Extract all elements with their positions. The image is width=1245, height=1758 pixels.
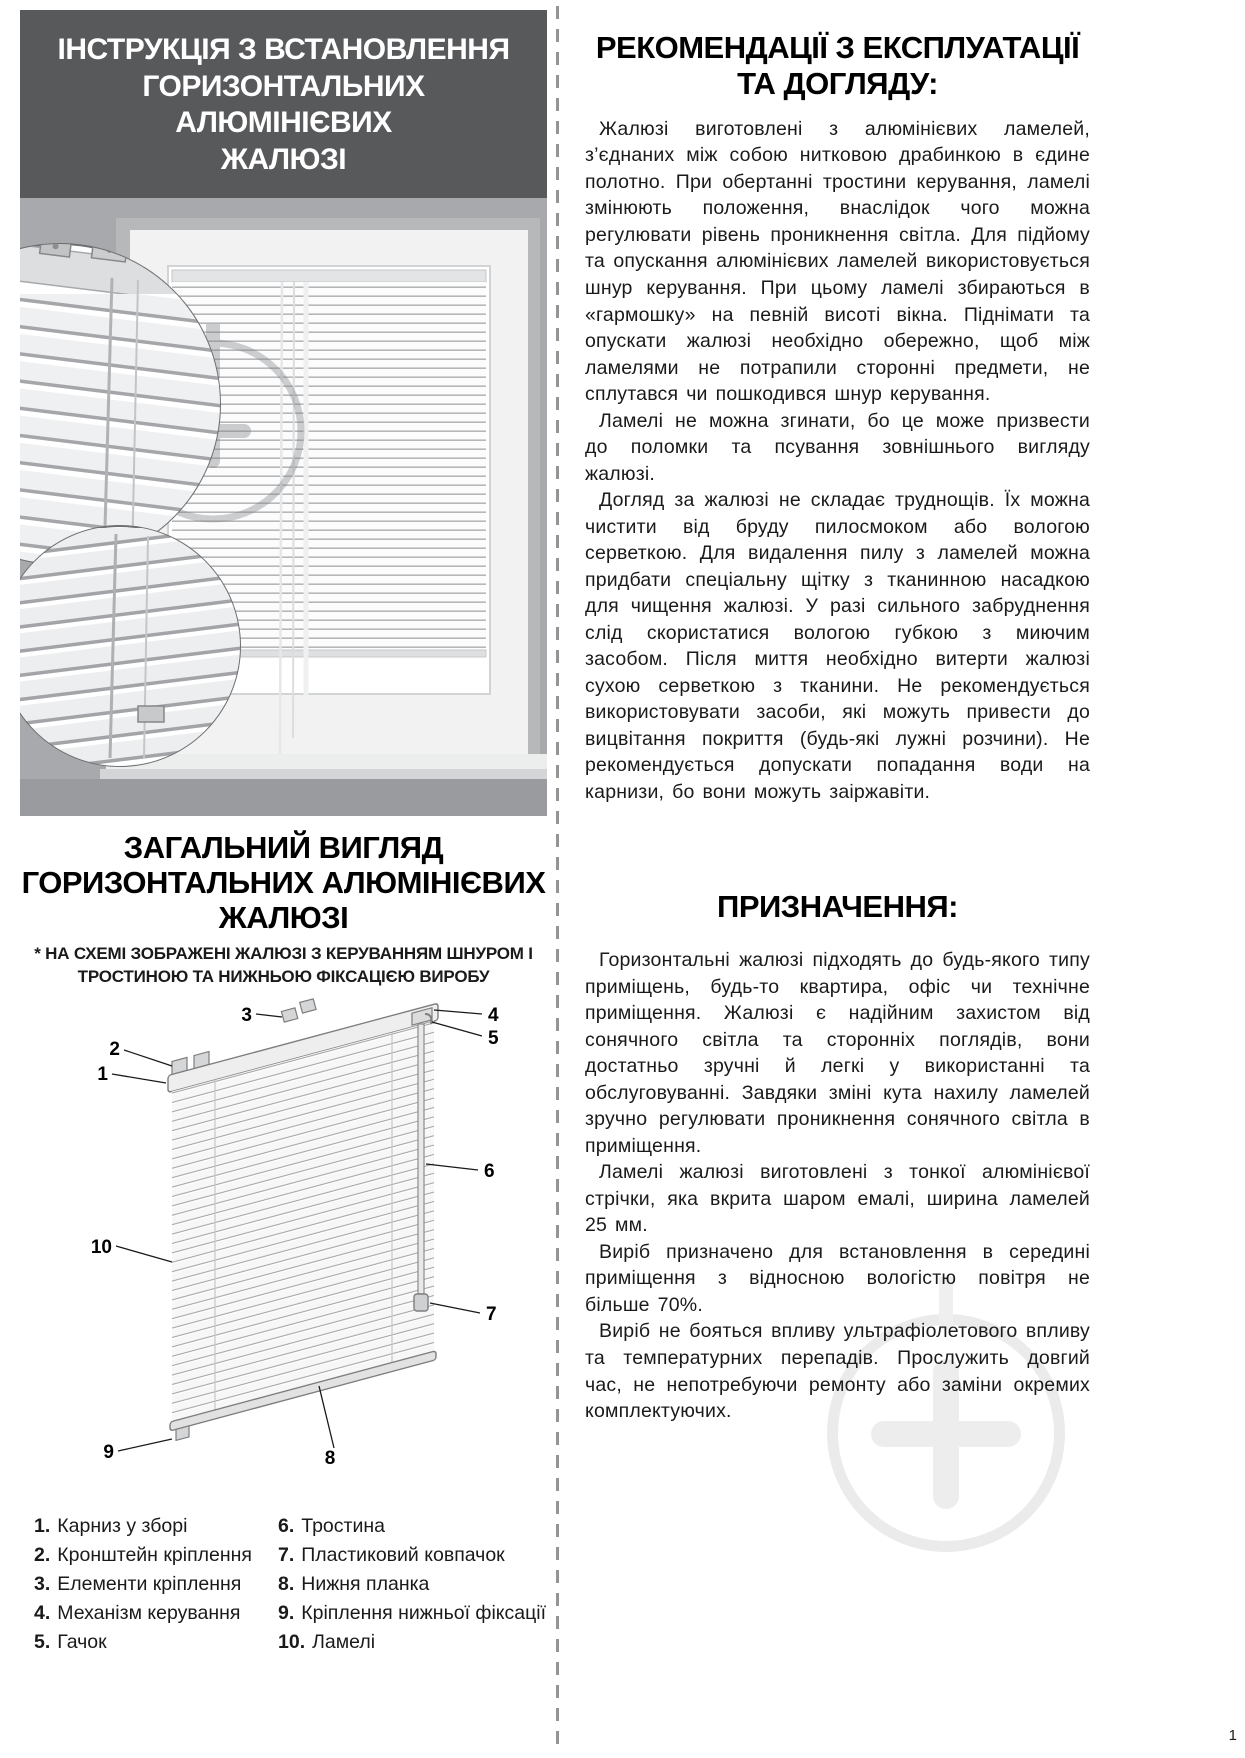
legend-item-7 [278,1541,547,1570]
bottom-fixation-detail [138,706,164,722]
purpose-paragraph: Виріб призначено для встановлення в середині приміщення з відносною вологістю повітря не більше 70%. [585,1240,1090,1316]
installation-header-block [20,10,547,198]
legend-num: 7. [278,1543,295,1566]
overview-note-line-2: ТРОСТИНОЮ ТА НИЖНЬОЮ ФІКСАЦІЄЮ ВИРОБУ [77,966,490,986]
diagram-callout-1: 1 [97,1063,108,1085]
legend-label: Нижня планка [301,1572,430,1595]
installation-title-line-3: ЖАЛЮЗІ [220,142,347,176]
fastening-elements [280,998,317,1021]
legend-num: 9. [278,1601,295,1624]
diagram-callout-2: 2 [109,1038,120,1060]
legend-num: 3. [34,1572,51,1595]
installation-title-line-2: ГОРИЗОНТАЛЬНИХ АЛЮМІНІЄВИХ [142,69,425,140]
window-photo-svg [20,198,547,816]
diagram-callout-8: 8 [324,1447,336,1469]
legend-label: Кронштейн кріплення [57,1543,252,1566]
recommendations-title [585,30,1090,102]
diagram-callout-5: 5 [488,1027,499,1049]
purpose-paragraph: Виріб не бояться впливу ультрафіолетового впливу та температурних перепадів. Прослужить довгий час, не непотребуючи ремонту або заміни окремих комплектуючих. [585,1320,1090,1423]
diagram-callout-4: 4 [488,1004,499,1026]
overview-title-line-1: ЗАГАЛЬНИЙ ВИГЛЯД [123,830,444,866]
legend-item-9 [278,1599,547,1628]
wand-cap [414,1294,428,1311]
legend-num: 5. [34,1630,51,1653]
column-divider [556,6,559,1748]
overview-title-line-2: ГОРИЗОНТАЛЬНИХ АЛЮМІНІЄВИХ [21,865,546,901]
purpose-paragraph: Ламелі жалюзі виготовлені з тонкої алюмінієвої стрічки, яка вкрита шаром емалі, ширина ламелей 25 мм. [585,1161,1090,1237]
diagram-callout-3: 3 [241,1004,252,1026]
recommendations-title-line-2: ТА ДОГЛЯДУ: [737,65,938,101]
overview-note [20,943,547,987]
installation-title-line-1: ІНСТРУКЦІЯ З ВСТАНОВЛЕННЯ [57,33,510,66]
legend-num: 10. [278,1630,306,1653]
legend-label: Карниз у зборі [57,1514,188,1537]
left-column [20,10,547,1657]
legend-item-8 [278,1570,547,1599]
diagram-callout-7: 7 [486,1303,497,1325]
legend-label: Кріплення нижньої фіксації [301,1601,547,1624]
recommendations-paragraph: Ламелі не можна згинати, бо це може призвести до поломки та псування зовнішнього вигляду жалюзі. [585,409,1090,485]
legend-num: 4. [34,1601,51,1624]
recommendations-paragraph: Жалюзі виготовлені з алюмінієвих ламелей, з’єднаних між собою нитковою драбинкою в єдине полотно. При обертанні тростини керування, ламелі змінюють положення, внаслідок чого можна регулювати рівень проникнення світла. Для підйому та опускання алюмінієвих ламелей використовується шнур керування. При цьому ламелі збираються в «гармошку» на певній висоті вікна. Піднімати та опускати жалюзі необхідно обережно, щоб між ламелями не потрапили сторонні предмети, не сплутався чи пошкодився шнур керування. [585,117,1090,406]
legend-label: Гачок [57,1630,107,1653]
legend-label: Тростина [301,1514,385,1537]
blinds-parts-diagram [20,992,547,1502]
legend-item-5 [34,1628,272,1657]
purpose-title [585,889,1090,925]
legend-item-4 [34,1599,272,1628]
purpose-paragraph: Горизонтальні жалюзі підходять до будь-якого типу приміщень, будь-то квартира, офіс чи технічне приміщення. Жалюзі є надійним захистом від сонячного світла та сторонніх поглядів, вони достатньо зручні й легкі у використанні та обслуговуванні. Завдяки зміні кута нахилу ламелей зручно регулювати проникнення сонячного світла в приміщення. [585,949,1090,1157]
recommendations-paragraph: Догляд за жалюзі не складає труднощів. Їх можна чистити від бруду пилосмоком або вологою серветкою. Для видалення пилу з ламелей можна придбати спеціальну щітку з тканинною насадкою для чищення жалюзі. У разі сильного забруднення слід скористатися вологою губкою з миючим засобом. Після миття необхідно витерти жалюзі сухою серветкою з тканини. Не рекомендується використовувати засоби, які можуть привести до вицвітання покриття (будь-які лужні розчини). Не рекомендується допускати попадання води на карнизи, бо вони можуть заіржавіти. [585,489,1090,803]
legend-item-3 [34,1570,272,1599]
legend-item-2 [34,1541,272,1570]
overview-note-line-1: * НА СХЕМІ ЗОБРАЖЕНІ ЖАЛЮЗІ З КЕРУВАННЯМ ШНУРОМ І [34,944,533,964]
legend-num: 1. [34,1514,51,1537]
legend-item-6 [278,1512,547,1541]
window-photo-illustration [20,198,547,816]
legend-label: Елементи кріплення [57,1572,242,1595]
watermark-bar-horizontal [871,1421,1021,1447]
legend-num: 2. [34,1543,51,1566]
legend-num: 6. [278,1514,295,1537]
diagram-callout-10: 10 [90,1236,112,1258]
purpose-title-text: ПРИЗНАЧЕННЯ: [717,889,958,925]
recommendations-title-line-1: РЕКОМЕНДАЦІЇ З ЕКСПЛУАТАЦІЇ [595,30,1080,65]
right-column [585,30,1090,1425]
diagram-callout-6: 6 [484,1160,495,1182]
legend-label: Механізм керування [57,1601,241,1624]
legend-item-1 [34,1512,272,1541]
overview-title-line-3: ЖАЛЮЗІ [218,900,349,936]
overview-title [20,830,547,935]
page-number: 1 [1228,1727,1237,1744]
control-cord [293,282,294,738]
legend-label: Пластиковий ковпачок [301,1543,505,1566]
parts-legend [34,1512,547,1657]
legend-label: Ламелі [312,1630,376,1653]
diagram-callout-9: 9 [103,1441,114,1463]
legend-item-10 [278,1628,547,1657]
blind-body [168,992,438,1443]
legend-num: 8. [278,1572,295,1595]
blinds-diagram-svg [20,992,547,1497]
